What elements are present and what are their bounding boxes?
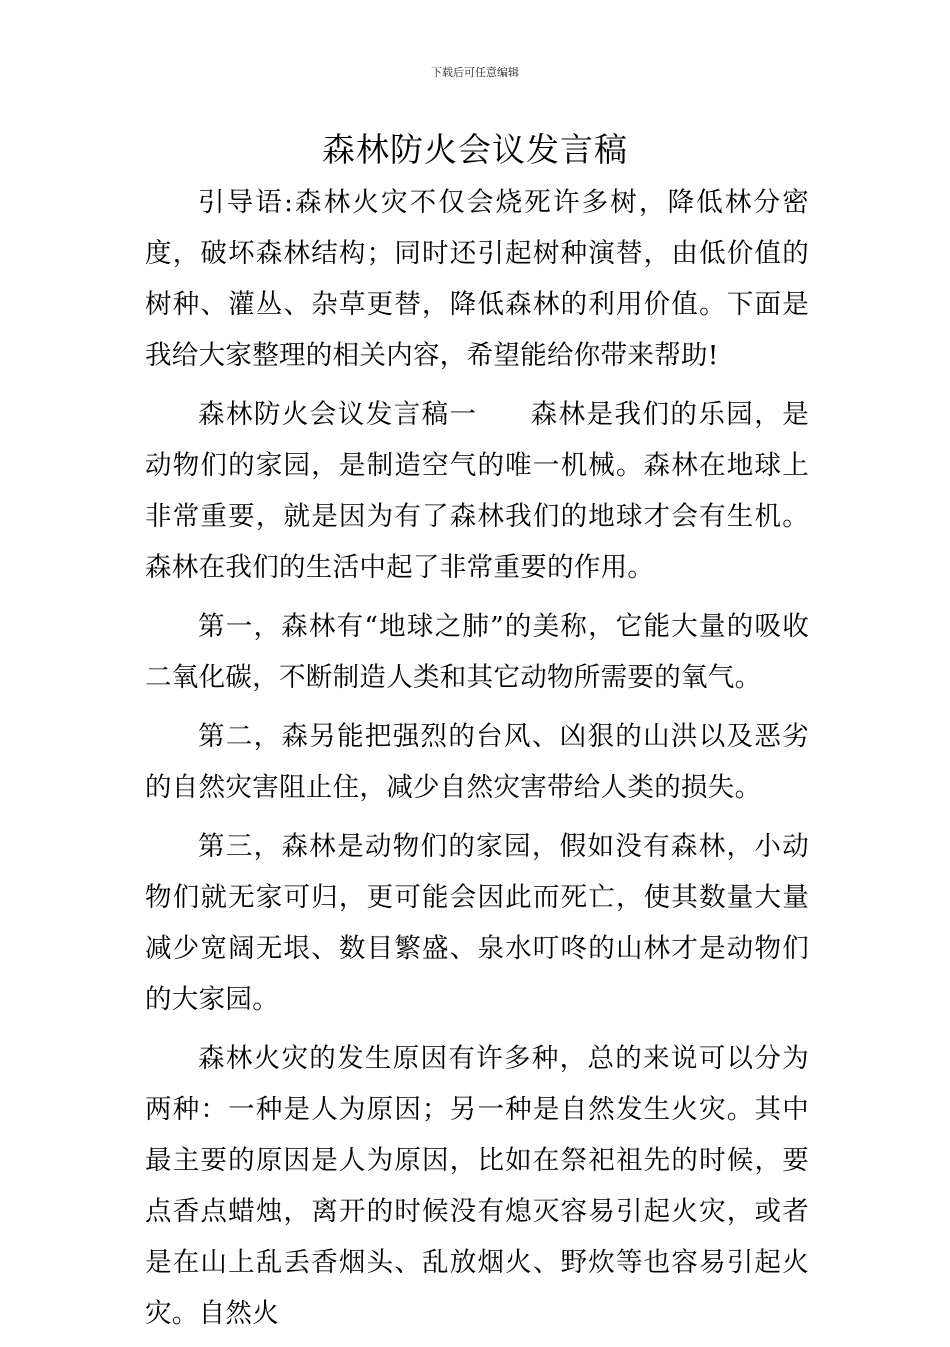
section-paragraph: [145, 389, 809, 593]
document-title: 森林防火会议发言稿: [322, 130, 628, 169]
document-body: [145, 177, 809, 1347]
point-3-paragraph: 第三，森林是动物们的家园，假如没有森林，小动物们就无家可归，更可能会因此而死亡，使其数量大量减少宽阔无垠、数目繁盛、泉水叮咚的山林才是动物们的大家园。: [145, 831, 809, 1015]
intro-paragraph: 引导语:森林火灾不仅会烧死许多树，降低林分密度，破坏森林结构；同时还引起树种演替，由低价值的树种、灌丛、杂草更替，降低森林的利用价值。下面是我给大家整理的相关内容，希望能给你带来帮助!: [145, 187, 809, 371]
section-heading: 森林防火会议发言稿一: [198, 399, 478, 430]
causes-paragraph: 森林火灾的发生原因有许多种，总的来说可以分为两种：一种是人为原因；另一种是自然发生火灾。其中最主要的原因是人为原因，比如在祭祀祖先的时候，要点香点蜡烛，离开的时候没有熄灭容易引起火灾，或者是在山上乱丢香烟头、乱放烟火、野炊等也容易引起火灾。自然火: [145, 1043, 809, 1329]
point-2-paragraph: 第二，森另能把强烈的台风、凶狠的山洪以及恶劣的自然灾害阻止住，减少自然灾害带给人类的损失。: [145, 721, 809, 803]
header-note: 下载后可任意编辑: [431, 66, 519, 79]
section-text: 森林是我们的乐园，是动物们的家园，是制造空气的唯一机械。森林在地球上非常重要，就是因为有了森林我们的地球才会有生机。森林在我们的生活中起了非常重要的作用。: [145, 399, 809, 583]
point-1-paragraph: 第一，森林有“地球之肺”的美称，它能大量的吸收二氧化碳，不断制造人类和其它动物所需要的氧气。: [145, 611, 809, 693]
